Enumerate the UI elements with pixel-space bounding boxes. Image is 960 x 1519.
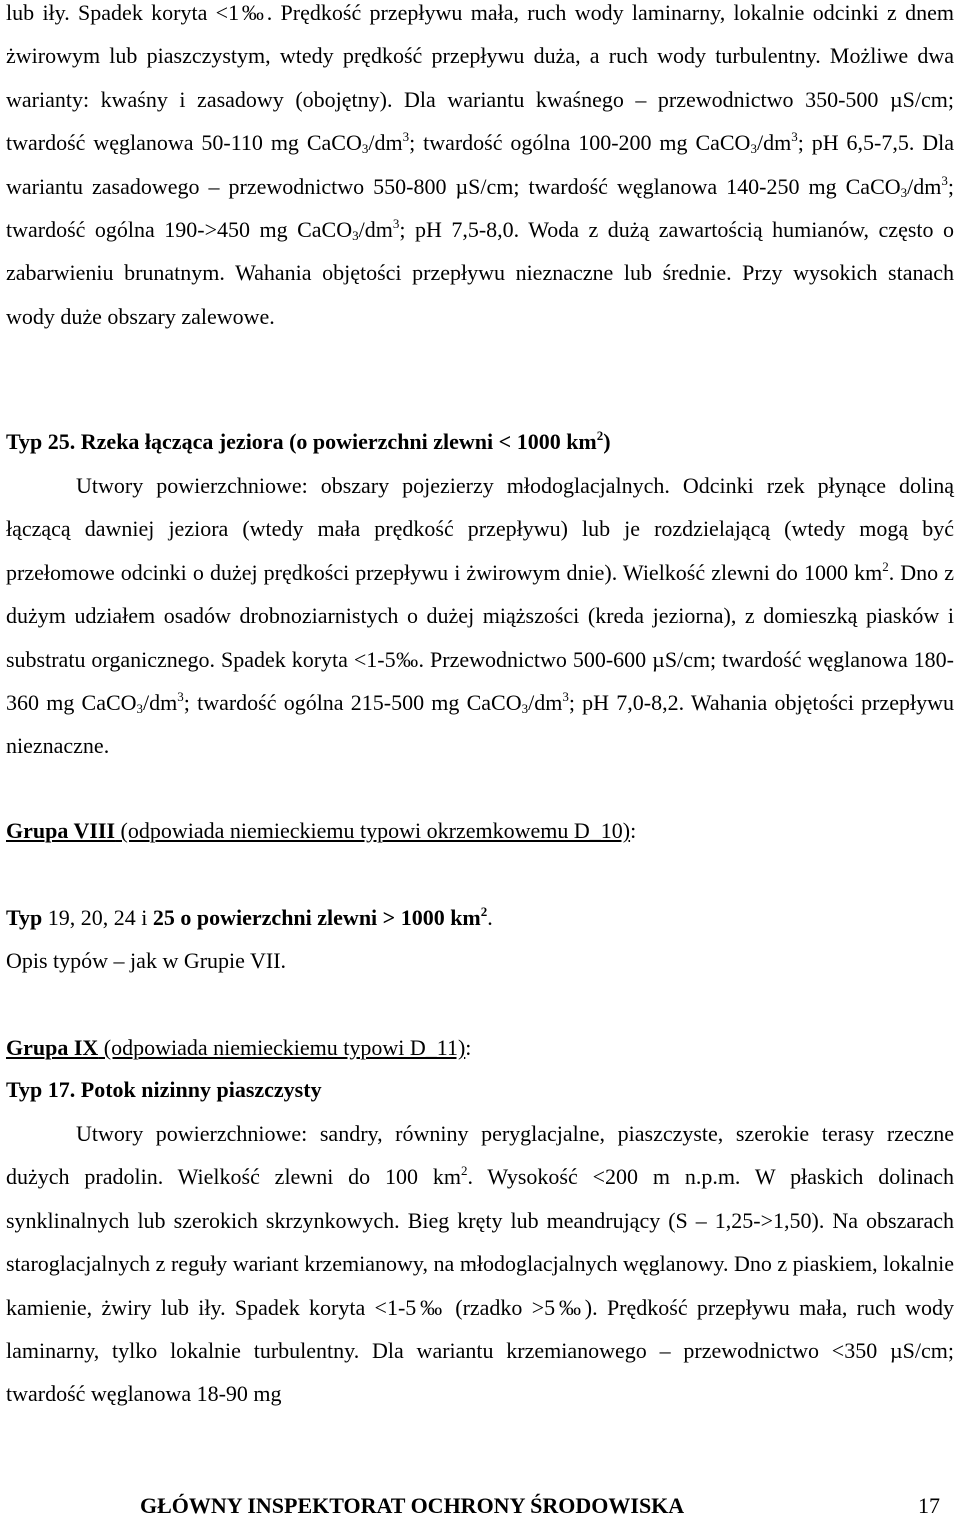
paragraph-typ25: Utwory powierzchniowe: obszary pojezierzy młodoglacjalnych. Odcinki rzek płynące doliną łączącą dawniej jeziora (wtedy mała prędkość przepływu) lub je rozdzielającą (wtedy mogą być przełomowe odcinki o dużej prędkości przepływu i żwirowym dnie). Wielkość zlewni do 1000 $km^2$. Dno z dużym udziałem osadów drobnoziarnistych o dużej miąższości (kreda jeziorna), z domieszką piasków i substratu organicznego. Spadek koryta <1-5‰. Przewodnictwo 500-600 µS/cm; twardość węglanowa 180-360 mg $CaCO_3/dm^3$; twardość ogólna 215-500 mg $CaCO_3/dm^3$; pH 7,0-8,2. Wahania objętości przepływu nieznaczne. xyxy=(6,473,954,759)
paragraph-opis-typow: Opis typów – jak w Grupie VII. xyxy=(6,948,287,973)
heading-typ-19-20-24-25: Typ 19, 20, 24 i 25 o powierzchni zlewni > 1000 $km^2$. xyxy=(6,904,493,930)
heading-grupa-viii: Grupa VIII (odpowiada niemieckiemu typowi okrzemkowemu D_10): xyxy=(6,818,637,843)
heading-typ25: Typ 25. Rzeka łącząca jeziora (o powierzchni zlewni < 1000 $km^2$) xyxy=(6,428,611,454)
page-number: 17 xyxy=(918,1493,940,1518)
heading-typ17: Typ 17. Potok nizinny piaszczysty xyxy=(6,1077,322,1102)
paragraph-typ17: Utwory powierzchniowe: sandry, równiny peryglacjalne, piaszczyste, szerokie terasy rzeczne dużych pradolin. Wielkość zlewni do 100 $km^2$. Wysokość <200 m n.p.m. W płaskich dolinach synklinalnych lub szerokich skrzynkowych. Bieg kręty lub meandrujący (S – 1,25->1,50). Na obszarach staroglacjalnych z reguły wariant krzemianowy, na młodoglacjalnych węglanowy. Dno z piaskiem, lokalnie kamienie, żwiry lub iły. Spadek koryta <1-5‰ (rzadko >5‰). Prędkość przepływu mała, ruch wody laminarny, tylko lokalnie turbulentny. Dla wariantu krzemianowego – przewodnictwo <350 µS/cm; twardość węglanowa 18-90 mg xyxy=(6,1121,955,1407)
footer-institution: GŁÓWNY INSPEKTORAT OCHRONY ŚRODOWISKA xyxy=(140,1493,685,1518)
heading-grupa-ix: Grupa IX (odpowiada niemieckiemu typowi D_11): xyxy=(6,1035,472,1060)
paragraph-typ24-continuation: lub iły. Spadek koryta <1‰. Prędkość przepływu mała, ruch wody laminarny, lokalnie odcinki z dnem żwirowym lub piaszczystym, wtedy prędkość przepływu duża, a ruch wody turbulentny. Możliwe dwa warianty: kwaśny i zasadowy (obojętny). Dla wariantu kwaśnego – przewodnictwo 350-500 µS/cm; twardość węglanowa 50-110 mg $CaCO_3/dm^3$; twardość ogólna 100-200 mg $CaCO_3/dm^3$; pH 6,5-7,5. Dla wariantu zasadowego – przewodnictwo 550-800 µS/cm; twardość węglanowa 140-250 mg $CaCO_3/dm^3$; twardość ogólna 190->450 mg $CaCO_3/dm^3$; pH 7,5-8,0. Woda z dużą zawartością humianów, często o zabarwieniu brunatnym. Wahania objętości przepływu nieznaczne lub średnie. Przy wysokich stanach wody duże obszary zalewowe. xyxy=(6,0,954,329)
